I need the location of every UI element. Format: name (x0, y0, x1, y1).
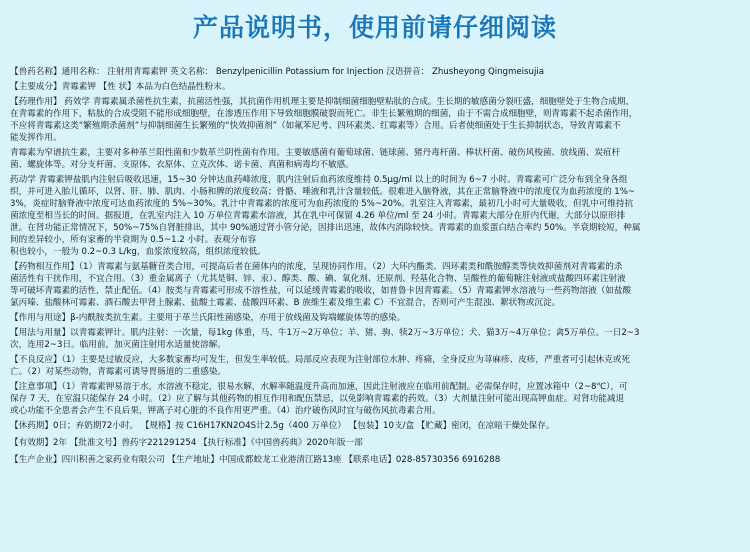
manual-line: 不应将青霉素这类“繁殖期杀菌剂”与抑制细菌生长繁殖的“快效抑菌剂”（如氟苯尼考、四环素类、红霉素等）合用。后者使细菌处于生长抑制状态，导致青霉素不 (10, 121, 621, 131)
manual-line: 泄。在肾功能正常情况下，50%~75%自肾脏排出，其中 90%通过肾小管分泌，因排出迅速，故体内消除较快。青霉素的血浆蛋白结合率约 50%。半衰期较短，种属 (10, 223, 641, 233)
manual-line: 3%，炎症时脑脊液中浓度可达血药浓度的 5%~30%。乳汁中青霉素的浓度可为血药浓度的 5%~20%。乳室注入青霉素，最初几小时可大量吸收，但乳中可维持抗 (10, 199, 634, 209)
manual-line: 【不良反应】（1）主要是过敏反应，大多数家畜均可发生，但发生率较低。局部反应表现为注射部位水肿、疼痛，全身反应为荨麻疹、皮疹，严重者可引起休克或死 (10, 355, 630, 365)
manual-body (10, 66, 744, 466)
manual-line: 【注意事项】（1）青霉素钾易溶于水，水溶液不稳定，很易水解，水解率随温度升高而加速，因此注射液应在临用前配制。必需保存时，应置冰箱中（2~8℃），可 (10, 382, 628, 392)
manual-line: 保存 7 天，在室温只能保存 24 小时。（2）应了解与其他药物的相互作用和配伍禁忌，以免影响青霉素的药效。（3）大剂量注射可能出现高钾血症。对肾功能减退 (10, 394, 625, 404)
manual-line: 织，并可进入胎儿循环，以肾、肝、肺、肌肉、小肠和脾的浓度较高；骨骼、唾液和乳汁含量较低。很难进入脑脊液，其在正常脑脊液中的浓度仅为血药浓度的 1%~ (10, 187, 636, 197)
manual-line: 次，连用2~3日。临用前，加灭菌注射用水适量使溶解。 (10, 340, 226, 350)
manual-line: 菌浓度至相当长的时间。据报道，在乳室内注入 10 万单位青霉素水溶液，其在乳中可保留 4.26 单位/ml 至 24 小时。青霉素大部分在肝内代谢，大部分以原形排 (10, 211, 626, 221)
manual-line: 间的差异较小，所有家畜的半衰期为 0.5~1.2 小时。表观分布容 (10, 235, 257, 245)
manual-line: 菌、螺旋体等。对分支杆菌、支原体、衣原体、立克次体、诺卡菌、真菌和病毒均不敏感。 (10, 160, 354, 170)
manual-line: 【休药期】0日；弃奶期72小时。 【规格】按 C16H17KN2O4S计2.5g（400 万单位） 【包装】10支/盒 【贮藏】密闭，在凉暗干燥处保存。 (10, 421, 555, 431)
manual-line: 【用法与用量】以青霉素钾计。肌内注射：一次量，每1kg 体重，马、牛1万~2万单位；羊、猪、驹、犊2万~3万单位；犬、猫3万~4万单位；禽5万单位。一日2~3 (10, 328, 640, 338)
manual-line: 【药物相互作用】（1）青霉素与氨基糖苷类合用，可提高后者在菌体内的浓度，呈现协同作用。（2）大环内酯类、四环素类和酰胺醇类等快效抑菌剂对青霉素的杀 (10, 262, 623, 272)
manual-line: 能发挥作用。 (10, 133, 62, 143)
manual-line: 在青霉素的作用下，粘肽的合成受阻不能形成细胞壁，在渗透压作用下导致细胞膜破裂而死亡。非生长繁殖期的细菌，由于不需合成细胞壁，则青霉素不起杀菌作用， (10, 109, 638, 119)
manual-line: 【作用与用途】β-内酰胺类抗生素。主要用于革兰氏阳性菌感染，亦用于放线菌及钩端螺旋体等的感染。 (10, 313, 406, 323)
manual-line: 氯丙嗪、盐酸林可霉素、酒石酸去甲肾上腺素、盐酸土霉素、盐酸四环素、B 族维生素及维生素 C）不宜混合，否则可产生混浊、絮状物或沉淀。 (10, 298, 561, 308)
manual-line: 药动学 青霉素钾盐肌内注射后吸收迅速，15~30 分钟达血药峰浓度，肌内注射后血药浓度维持 0.5μg/ml 以上的时间为 6~7 小时。青霉素可广泛分布到全身各组 (10, 175, 628, 185)
manual-line: 或心功能不全患者会产生不良后果，钾离子对心脏的不良作用更严重。（4）治疗破伤风时宜与破伤风抗毒素合用。 (10, 406, 441, 416)
manual-line: 等可破坏青霉素的活性，禁止配伍。（4）胺类与青霉素可形成不溶性盐，可以延缓青霉素的吸收，如普鲁卡因青霉素。（5）青霉素钾水溶液与一些药物溶液（如盐酸 (10, 286, 632, 296)
manual-line: 【兽药名称】通用名称： 注射用青霉素钾 英文名称： Benzylpenicillin Potassium for Injection 汉语拼音： Zhusheyong Qingmeisujia (10, 67, 545, 77)
manual-line: 积也较小，一般为 0.2~0.3 L/kg，血浆浓度较高，组织浓度较低。 (10, 247, 266, 257)
manual-line: 【主要成分】青霉素钾 【性 状】本品为白色结晶性粉末。 (10, 82, 231, 92)
manual-line: 【有效期】2年 【批准文号】兽药字221291254 【执行标准】《中国兽药典》2020年版一部 (10, 438, 363, 448)
manual-line: 【药理作用】 药效学 青霉素属杀菌性抗生素，抗菌活性强，其抗菌作用机理主要是抑制细菌细胞壁粘肽的合成。生长期的敏感菌分裂旺盛，细胞壁处于生物合成期， (10, 97, 635, 107)
manual-line: 【生产企业】四川积善之家药业有限公司 【生产地址】中国成都蛟龙工业港清江路13座 【联系电话】028-85730356 6916288 (10, 455, 501, 465)
page-title: 产品说明书，使用前请仔细阅读 (192, 13, 557, 42)
manual-line: 菌活性有干扰作用，不宜合用。（3）重金属离子（尤其是铜、锌、汞）、醇类、酸、碘、氧化剂、还原剂、羟基化合物、呈酸性的葡萄糖注射液或盐酸四环素注射液 (10, 274, 626, 284)
manual-line: 亡。（2）对某些动物，青霉素可诱导胃肠道的二重感染。 (10, 367, 227, 377)
manual-line: 青霉素为窄谱抗生素，主要对多种革兰阳性菌和少数革兰阴性菌有作用。主要敏感菌有葡萄球菌、链球菌、猪丹毒杆菌、棒状杆菌、破伤风梭菌、放线菌、炭疽杆 (10, 148, 621, 158)
